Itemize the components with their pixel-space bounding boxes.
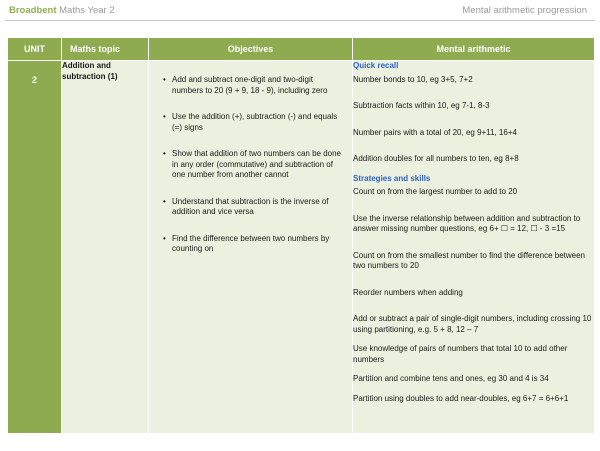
quick-recall-item: Subtraction facts within 10, eg 7-1, 8-3 <box>353 101 490 110</box>
objective-item: • Understand that subtraction is the inverse of addition and vice versa <box>163 196 329 216</box>
strategy-item: Use the inverse relationship between addition and subtraction to answer missing number questions, eg 6+ ☐ = 12, ☐ - 3 =15 <box>353 213 581 233</box>
bullet-icon: • <box>163 233 166 243</box>
brand-subtitle: Maths Year 2 <box>59 5 115 16</box>
bullet-icon: • <box>163 196 166 206</box>
strategy-item: Add or subtract a pair of single-digit numbers, including crossing 10 using partitioning, e.g. 5 + 8, 12 – 7 <box>353 314 592 334</box>
strategy-item: Count on from the smallest number to find the difference between two numbers to 20 <box>353 250 585 270</box>
topic-cell: Addition and subtraction (1) <box>62 61 149 434</box>
header-divider <box>5 20 595 21</box>
bullet-icon: • <box>163 149 166 158</box>
objectives-list <box>149 61 352 255</box>
quick-recall-heading: Quick recall <box>353 61 399 70</box>
col-header-unit: UNIT <box>8 38 62 61</box>
unit-cell: 2 <box>8 61 62 434</box>
bullet-icon: • <box>163 75 166 84</box>
col-header-topic: Maths topic <box>62 38 149 61</box>
strategy-item: Use knowledge of pairs of numbers that total 10 to add other numbers <box>353 344 568 364</box>
bullet-icon: • <box>163 112 166 121</box>
table-row <box>8 61 595 434</box>
quick-recall-item: Number pairs with a total of 20, eg 9+11, 16+4 <box>353 127 517 137</box>
objective-item: • Show that addition of two numbers can be done in any order (commutative) and subtraction of one number from another cannot <box>163 149 341 179</box>
header-right-title: Mental arithmetic progression <box>462 5 587 16</box>
progression-table <box>7 37 595 434</box>
strategy-item: Partition using doubles to add near-doubles, eg 6+7 = 6+6+1 <box>353 393 569 403</box>
page-header <box>0 0 600 24</box>
strategies-heading: Strategies and skills <box>353 173 431 183</box>
mental-arithmetic-cell <box>353 61 595 434</box>
objective-item: • Use the addition (+), subtraction (-) and equals (=) signs <box>163 112 338 132</box>
col-header-objectives: Objectives <box>149 38 353 61</box>
table-header-row <box>8 38 595 61</box>
brand-name: Broadbent <box>9 5 57 16</box>
strategy-item: Partition and combine tens and ones, eg 30 and 4 is 34 <box>353 374 549 383</box>
col-header-mental: Mental arithmetic <box>353 38 595 61</box>
header-brand <box>9 5 115 16</box>
objective-item: • Add and subtract one-digit and two-digit numbers to 20 (9 + 9, 18 - 9), including zero <box>163 75 328 95</box>
objective-item: • Find the difference between two numbers by counting on <box>163 233 330 253</box>
quick-recall-item: Addition doubles for all numbers to ten, eg 8+8 <box>353 154 519 163</box>
strategy-item: Count on from the largest number to add to 20 <box>353 187 518 196</box>
strategy-item: Reorder numbers when adding <box>353 287 463 297</box>
quick-recall-item: Number bonds to 10, eg 3+5, 7+2 <box>353 74 473 84</box>
objectives-cell <box>149 61 353 434</box>
